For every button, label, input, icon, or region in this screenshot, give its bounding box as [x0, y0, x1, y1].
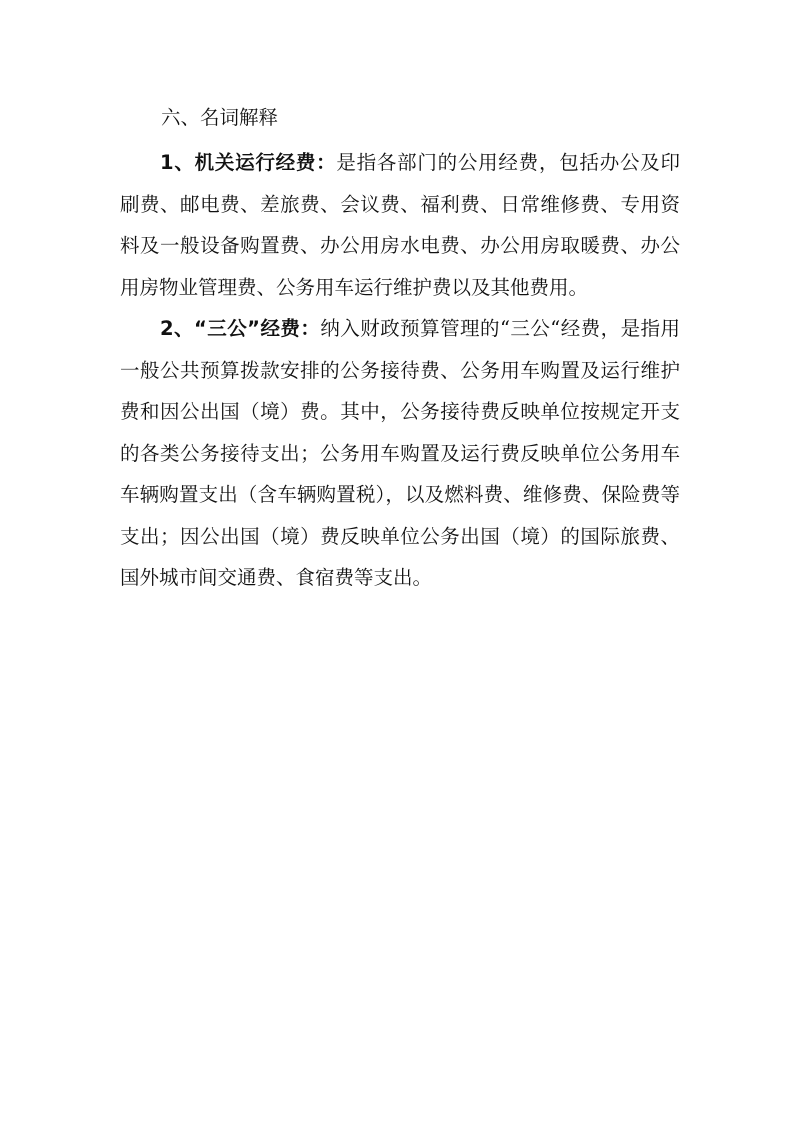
definition-text-2: 纳入财政预算管理的“三公“经费，是指用一般公共预算拨款安排的公务接待费、公务用车购置及运行维护费和因公出国（境）费。其中，公务接待费反映单位按规定开支的各类公务接待支出；公务用车购置及运行费反映单位公务用车车辆购置支出（含车辆购置税），以及燃料费、维修费、保险费等支出；因公出国（境）费反映单位公务出国（境）的国际旅费、国外城市间交通费、食宿费等支出。 — [120, 317, 680, 589]
term-label-2: 2、“三公”经费： — [160, 317, 321, 340]
definition-paragraph-2 — [120, 308, 680, 599]
definition-paragraph-1 — [120, 142, 680, 308]
definition-text-1: 是指各部门的公用经费，包括办公及印刷费、邮电费、差旅费、会议费、福利费、日常维修费、专用资料及一般设备购置费、办公用房水电费、办公用房取暖费、办公用房物业管理费、公务用车运行维护费以及其他费用。 — [120, 151, 680, 299]
section-heading: 六、名词解释 — [161, 106, 279, 129]
term-label-1: 1、机关运行经费： — [160, 151, 337, 174]
document-content — [120, 98, 680, 599]
